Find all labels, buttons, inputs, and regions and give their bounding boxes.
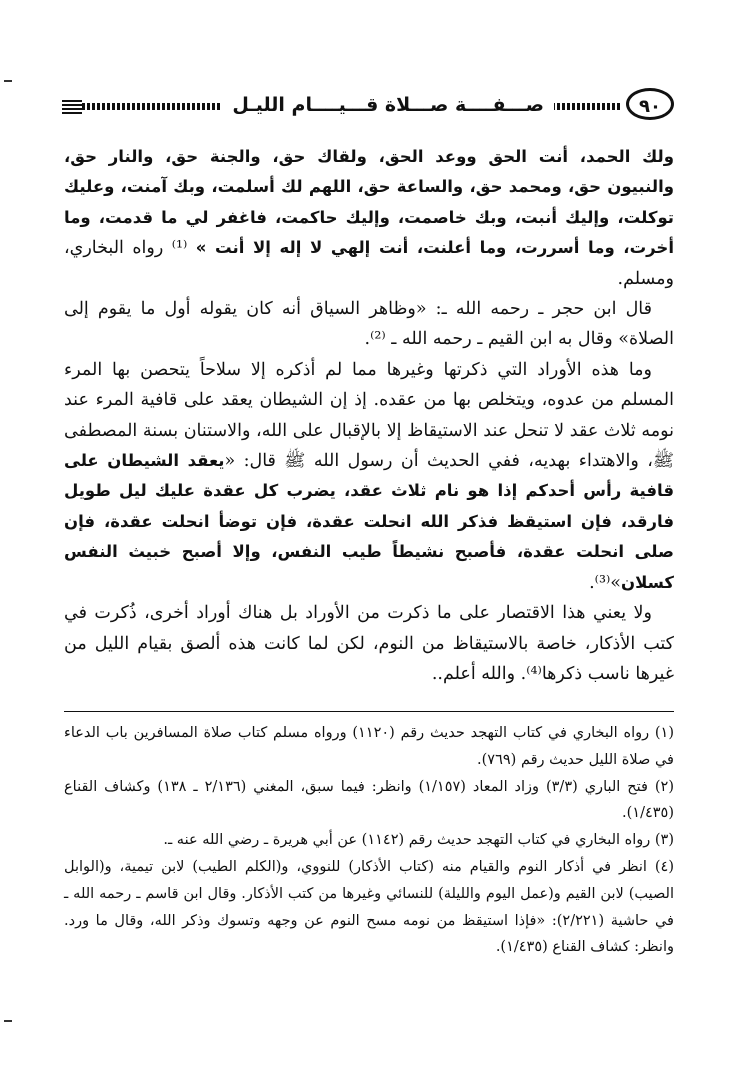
footnotes	[64, 720, 674, 961]
page-number: ٩٠	[626, 88, 674, 120]
footnote-3: (٣) رواه البخاري في كتاب التهجد حديث رقم (١١٤٢) عن أبي هريرة ـ رضي الله عنه ـ.	[163, 832, 674, 849]
running-header	[62, 88, 674, 124]
paragraph-dua	[64, 142, 674, 294]
footnote-1: (١) رواه البخاري في كتاب التهجد حديث رقم (١١٢٠) ورواه مسلم كتاب صلاة المسافرين باب الدعاء في صلاة الليل حديث رقم (٧٦٩).	[64, 725, 674, 768]
paragraph-closing: ولا يعني هذا الاقتصار على ما ذكرت من الأوراد بل هناك أوراد أخرى، ذُكرت في كتب الأذكار، خاصة بالاستيقاظ من النوم، لكن لما كانت هذه ألصق بقيام الليل من غيرها ناسب ذكرها⁽⁴⁾. والله أعلم..	[64, 603, 674, 684]
hadith-source: ⁽¹⁾ رواه البخاري، ومسلم.	[64, 238, 674, 289]
scan-margin-mark	[4, 1020, 12, 1022]
footnote-divider	[64, 711, 674, 712]
paragraph-ibn-hajar: قال ابن حجر ـ رحمه الله ـ: «وظاهر السياق أنه كان يقوله أول ما يقوم إلى الصلاة» وقال به ابن القيم ـ رحمه الله ـ ⁽²⁾.	[64, 299, 674, 350]
hadith-dua-text: ولك الحمد، أنت الحق ووعد الحق، ولقاك حق، والجنة حق، والنار حق، والنبيون حق، ومحمد حق، والساعة حق، اللهم لك أسلمت، وبك آمنت، وعليك توكلت، وإليك أنبت، وبك خاصمت، وإليك حاكمت، فاغفر لي ما قدمت، وما أخرت، وما أسررت، وما أعلنت، أنت إلهي لا إله إلا أنت »	[64, 147, 674, 258]
scan-margin-mark	[4, 80, 12, 82]
running-title: صـــفــــة صـــلاة قـــيــــام الليـل	[222, 88, 554, 122]
hadith-knots-text: يعقد الشيطان على قافية رأس أحدكم إذا هو نام ثلاث عقد، يضرب كل عقدة عليك ليل طويل فارقد، فإن استيقظ فذكر الله انحلت عقدة، فإن توضأ انحلت عقدة، فإن صلى انحلت عقدة، فأصبح نشيطاً طيب النفس، وإلا أصبح خبيث النفس كسلان	[64, 451, 674, 592]
paragraph-awrad-lead: وما هذه الأوراد التي ذكرتها وغيرها مما لم أذكره إلا سلاحاً يتحصن بها المرء المسلم من عدوه، ويتخلص بها من عقده. إذ إن الشيطان يعقد على قافية المرء عند نومه ثلاث عقد لا تنحل عند الاستيقاظ إلا بالإقبال على الله، والاستنان بسنة المصطفى ﷺ، والاهتداء بهديه، ففي الحديث أن رسول الله ﷺ قال: «	[64, 359, 674, 472]
footnote-2: (٢) فتح الباري (٣/٣) وزاد المعاد (١/١٥٧) وانظر: فيما سبق، المغني (٢/١٣٦ ـ ١٣٨) وكشاف القناع (١/٤٣٥).	[64, 778, 674, 822]
hadith-knots-tail: »⁽³⁾.	[589, 572, 621, 593]
paragraph-awrad	[64, 355, 674, 598]
footnote-4: (٤) انظر في أذكار النوم والقيام منه (كتاب الأذكار) للنووي، و(الكلم الطيب) لابن تيمية، و(الوابل الصيب) لابن القيم و(عمل اليوم والليلة) للنسائي وغيرها من كتب الأذكار. وقال ابن قاسم ـ رحمه الله ـ في حاشية (٢/٢٢١): «فإذا استيقظ من نومه مسح النوم عن وجهه وتسوك وذكر الله، وقال ما ورد. وانظر: كشاف القناع (١/٤٣٥).	[64, 858, 674, 956]
header-ornament-cap	[62, 98, 82, 114]
main-text	[64, 142, 674, 689]
